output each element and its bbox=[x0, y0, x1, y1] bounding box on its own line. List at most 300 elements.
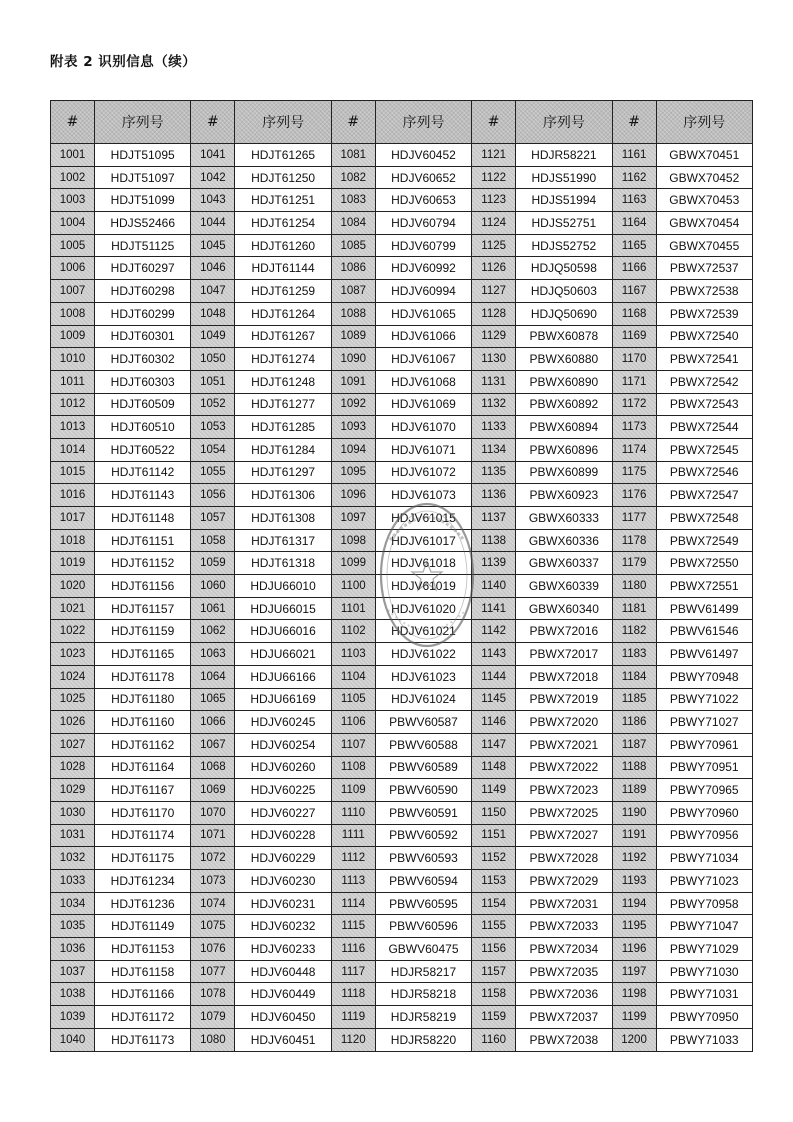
row-number-cell: 1009 bbox=[51, 325, 95, 348]
row-number-cell: 1051 bbox=[191, 370, 235, 393]
table-row bbox=[51, 507, 753, 530]
serial-number-cell: PBWX72016 bbox=[516, 620, 612, 643]
row-number-cell: 1050 bbox=[191, 348, 235, 371]
serial-number-cell: HDJT61277 bbox=[235, 393, 331, 416]
serial-number-cell: HDJT61164 bbox=[95, 756, 191, 779]
row-number-cell: 1030 bbox=[51, 801, 95, 824]
serial-number-cell: PBWX72034 bbox=[516, 938, 612, 961]
row-number-cell: 1066 bbox=[191, 711, 235, 734]
serial-number-cell: HDJT61165 bbox=[95, 643, 191, 666]
row-number-cell: 1036 bbox=[51, 938, 95, 961]
column-header-serial: 序列号 bbox=[375, 101, 471, 144]
row-number-cell: 1027 bbox=[51, 733, 95, 756]
row-number-cell: 1138 bbox=[472, 529, 516, 552]
row-number-cell: 1026 bbox=[51, 711, 95, 734]
column-header-num: # bbox=[472, 101, 516, 144]
serial-number-cell: HDJT61160 bbox=[95, 711, 191, 734]
row-number-cell: 1185 bbox=[612, 688, 656, 711]
serial-number-cell: HDJV60450 bbox=[235, 1006, 331, 1029]
row-number-cell: 1162 bbox=[612, 166, 656, 189]
row-number-cell: 1034 bbox=[51, 892, 95, 915]
serial-number-cell: PBWY70951 bbox=[656, 756, 752, 779]
row-number-cell: 1005 bbox=[51, 234, 95, 257]
row-number-cell: 1112 bbox=[331, 847, 375, 870]
row-number-cell: 1198 bbox=[612, 983, 656, 1006]
serial-number-cell: HDJT61264 bbox=[235, 302, 331, 325]
row-number-cell: 1197 bbox=[612, 960, 656, 983]
row-number-cell: 1144 bbox=[472, 665, 516, 688]
table-row bbox=[51, 438, 753, 461]
serial-number-cell: HDJT61149 bbox=[95, 915, 191, 938]
column-header-num: # bbox=[331, 101, 375, 144]
row-number-cell: 1116 bbox=[331, 938, 375, 961]
row-number-cell: 1161 bbox=[612, 144, 656, 167]
table-row bbox=[51, 1028, 753, 1051]
serial-number-cell: HDJT61274 bbox=[235, 348, 331, 371]
row-number-cell: 1191 bbox=[612, 824, 656, 847]
serial-number-cell: PBWY71022 bbox=[656, 688, 752, 711]
serial-number-cell: GBWX70455 bbox=[656, 234, 752, 257]
serial-number-cell: HDJR58218 bbox=[375, 983, 471, 1006]
serial-number-cell: PBWX72028 bbox=[516, 847, 612, 870]
row-number-cell: 1013 bbox=[51, 416, 95, 439]
row-number-cell: 1038 bbox=[51, 983, 95, 1006]
serial-number-cell: HDJU66010 bbox=[235, 575, 331, 598]
row-number-cell: 1084 bbox=[331, 212, 375, 235]
row-number-cell: 1183 bbox=[612, 643, 656, 666]
serial-number-cell: HDJT61151 bbox=[95, 529, 191, 552]
serial-number-cell: HDJT61173 bbox=[95, 1028, 191, 1051]
row-number-cell: 1130 bbox=[472, 348, 516, 371]
serial-number-cell: HDJQ50690 bbox=[516, 302, 612, 325]
row-number-cell: 1118 bbox=[331, 983, 375, 1006]
identification-table bbox=[50, 100, 753, 1052]
serial-number-cell: HDJT61156 bbox=[95, 575, 191, 598]
row-number-cell: 1097 bbox=[331, 507, 375, 530]
row-number-cell: 1123 bbox=[472, 189, 516, 212]
serial-number-cell: HDJV61068 bbox=[375, 370, 471, 393]
row-number-cell: 1063 bbox=[191, 643, 235, 666]
column-header-serial: 序列号 bbox=[516, 101, 612, 144]
serial-number-cell: PBWX72550 bbox=[656, 552, 752, 575]
serial-number-cell: PBWX60890 bbox=[516, 370, 612, 393]
row-number-cell: 1085 bbox=[331, 234, 375, 257]
row-number-cell: 1029 bbox=[51, 779, 95, 802]
serial-number-cell: HDJT61250 bbox=[235, 166, 331, 189]
row-number-cell: 1155 bbox=[472, 915, 516, 938]
serial-number-cell: PBWX72540 bbox=[656, 325, 752, 348]
row-number-cell: 1186 bbox=[612, 711, 656, 734]
serial-number-cell: HDJT61260 bbox=[235, 234, 331, 257]
serial-number-cell: PBWX72036 bbox=[516, 983, 612, 1006]
serial-number-cell: HDJU66166 bbox=[235, 665, 331, 688]
identification-table-container bbox=[50, 100, 752, 1052]
serial-number-cell: HDJV61072 bbox=[375, 461, 471, 484]
row-number-cell: 1120 bbox=[331, 1028, 375, 1051]
row-number-cell: 1135 bbox=[472, 461, 516, 484]
row-number-cell: 1104 bbox=[331, 665, 375, 688]
table-row bbox=[51, 552, 753, 575]
serial-number-cell: PBWV61546 bbox=[656, 620, 752, 643]
serial-number-cell: PBWX72551 bbox=[656, 575, 752, 598]
serial-number-cell: HDJV60230 bbox=[235, 870, 331, 893]
serial-number-cell: HDJT60510 bbox=[95, 416, 191, 439]
serial-number-cell: GBWX70453 bbox=[656, 189, 752, 212]
row-number-cell: 1016 bbox=[51, 484, 95, 507]
serial-number-cell: HDJV61021 bbox=[375, 620, 471, 643]
serial-number-cell: PBWX72537 bbox=[656, 257, 752, 280]
serial-number-cell: HDJT61251 bbox=[235, 189, 331, 212]
column-header-serial: 序列号 bbox=[656, 101, 752, 144]
serial-number-cell: HDJV60799 bbox=[375, 234, 471, 257]
row-number-cell: 1086 bbox=[331, 257, 375, 280]
row-number-cell: 1106 bbox=[331, 711, 375, 734]
serial-number-cell: HDJT61178 bbox=[95, 665, 191, 688]
serial-number-cell: HDJT61167 bbox=[95, 779, 191, 802]
serial-number-cell: HDJV60225 bbox=[235, 779, 331, 802]
row-number-cell: 1056 bbox=[191, 484, 235, 507]
serial-number-cell: PBWV61499 bbox=[656, 597, 752, 620]
serial-number-cell: HDJV60794 bbox=[375, 212, 471, 235]
serial-number-cell: HDJT61254 bbox=[235, 212, 331, 235]
serial-number-cell: HDJT61175 bbox=[95, 847, 191, 870]
serial-number-cell: PBWV60594 bbox=[375, 870, 471, 893]
serial-number-cell: HDJS51994 bbox=[516, 189, 612, 212]
column-header-serial: 序列号 bbox=[235, 101, 331, 144]
serial-number-cell: PBWX72544 bbox=[656, 416, 752, 439]
serial-number-cell: HDJT60297 bbox=[95, 257, 191, 280]
serial-number-cell: PBWY71027 bbox=[656, 711, 752, 734]
serial-number-cell: HDJV60260 bbox=[235, 756, 331, 779]
row-number-cell: 1007 bbox=[51, 280, 95, 303]
serial-number-cell: PBWX72038 bbox=[516, 1028, 612, 1051]
serial-number-cell: PBWV60588 bbox=[375, 733, 471, 756]
row-number-cell: 1065 bbox=[191, 688, 235, 711]
row-number-cell: 1069 bbox=[191, 779, 235, 802]
table-row bbox=[51, 325, 753, 348]
column-header-serial: 序列号 bbox=[95, 101, 191, 144]
row-number-cell: 1194 bbox=[612, 892, 656, 915]
serial-number-cell: PBWY70961 bbox=[656, 733, 752, 756]
serial-number-cell: PBWV60595 bbox=[375, 892, 471, 915]
serial-number-cell: HDJV60227 bbox=[235, 801, 331, 824]
row-number-cell: 1087 bbox=[331, 280, 375, 303]
row-number-cell: 1064 bbox=[191, 665, 235, 688]
serial-number-cell: HDJV60232 bbox=[235, 915, 331, 938]
serial-number-cell: PBWX72029 bbox=[516, 870, 612, 893]
serial-number-cell: HDJS52466 bbox=[95, 212, 191, 235]
serial-number-cell: PBWX72017 bbox=[516, 643, 612, 666]
serial-number-cell: HDJT61285 bbox=[235, 416, 331, 439]
serial-number-cell: HDJT61158 bbox=[95, 960, 191, 983]
row-number-cell: 1117 bbox=[331, 960, 375, 983]
table-row bbox=[51, 915, 753, 938]
row-number-cell: 1103 bbox=[331, 643, 375, 666]
table-row bbox=[51, 960, 753, 983]
serial-number-cell: HDJT60298 bbox=[95, 280, 191, 303]
row-number-cell: 1082 bbox=[331, 166, 375, 189]
serial-number-cell: HDJT61157 bbox=[95, 597, 191, 620]
row-number-cell: 1072 bbox=[191, 847, 235, 870]
serial-number-cell: HDJT61306 bbox=[235, 484, 331, 507]
row-number-cell: 1023 bbox=[51, 643, 95, 666]
row-number-cell: 1058 bbox=[191, 529, 235, 552]
row-number-cell: 1111 bbox=[331, 824, 375, 847]
table-row bbox=[51, 416, 753, 439]
serial-number-cell: HDJT60522 bbox=[95, 438, 191, 461]
row-number-cell: 1046 bbox=[191, 257, 235, 280]
row-number-cell: 1025 bbox=[51, 688, 95, 711]
row-number-cell: 1158 bbox=[472, 983, 516, 1006]
serial-number-cell: HDJR58217 bbox=[375, 960, 471, 983]
serial-number-cell: PBWX72020 bbox=[516, 711, 612, 734]
table-row bbox=[51, 779, 753, 802]
serial-number-cell: HDJT61267 bbox=[235, 325, 331, 348]
row-number-cell: 1171 bbox=[612, 370, 656, 393]
serial-number-cell: HDJV60245 bbox=[235, 711, 331, 734]
row-number-cell: 1189 bbox=[612, 779, 656, 802]
serial-number-cell: HDJT51125 bbox=[95, 234, 191, 257]
row-number-cell: 1134 bbox=[472, 438, 516, 461]
table-row bbox=[51, 212, 753, 235]
row-number-cell: 1102 bbox=[331, 620, 375, 643]
serial-number-cell: HDJV61017 bbox=[375, 529, 471, 552]
serial-number-cell: PBWX72025 bbox=[516, 801, 612, 824]
row-number-cell: 1170 bbox=[612, 348, 656, 371]
serial-number-cell: HDJT61236 bbox=[95, 892, 191, 915]
row-number-cell: 1143 bbox=[472, 643, 516, 666]
row-number-cell: 1188 bbox=[612, 756, 656, 779]
row-number-cell: 1057 bbox=[191, 507, 235, 530]
serial-number-cell: HDJT61170 bbox=[95, 801, 191, 824]
serial-number-cell: HDJV60229 bbox=[235, 847, 331, 870]
serial-number-cell: PBWX72027 bbox=[516, 824, 612, 847]
row-number-cell: 1133 bbox=[472, 416, 516, 439]
row-number-cell: 1088 bbox=[331, 302, 375, 325]
serial-number-cell: HDJV61023 bbox=[375, 665, 471, 688]
table-row bbox=[51, 892, 753, 915]
serial-number-cell: HDJV60448 bbox=[235, 960, 331, 983]
row-number-cell: 1055 bbox=[191, 461, 235, 484]
row-number-cell: 1124 bbox=[472, 212, 516, 235]
row-number-cell: 1076 bbox=[191, 938, 235, 961]
row-number-cell: 1169 bbox=[612, 325, 656, 348]
table-row bbox=[51, 847, 753, 870]
row-number-cell: 1024 bbox=[51, 665, 95, 688]
serial-number-cell: HDJV60994 bbox=[375, 280, 471, 303]
row-number-cell: 1163 bbox=[612, 189, 656, 212]
row-number-cell: 1039 bbox=[51, 1006, 95, 1029]
serial-number-cell: HDJT60509 bbox=[95, 393, 191, 416]
row-number-cell: 1083 bbox=[331, 189, 375, 212]
row-number-cell: 1180 bbox=[612, 575, 656, 598]
row-number-cell: 1131 bbox=[472, 370, 516, 393]
row-number-cell: 1193 bbox=[612, 870, 656, 893]
row-number-cell: 1165 bbox=[612, 234, 656, 257]
serial-number-cell: HDJT61153 bbox=[95, 938, 191, 961]
row-number-cell: 1150 bbox=[472, 801, 516, 824]
row-number-cell: 1108 bbox=[331, 756, 375, 779]
row-number-cell: 1028 bbox=[51, 756, 95, 779]
row-number-cell: 1074 bbox=[191, 892, 235, 915]
serial-number-cell: HDJT61317 bbox=[235, 529, 331, 552]
row-number-cell: 1107 bbox=[331, 733, 375, 756]
serial-number-cell: HDJU66169 bbox=[235, 688, 331, 711]
row-number-cell: 1001 bbox=[51, 144, 95, 167]
row-number-cell: 1019 bbox=[51, 552, 95, 575]
table-row bbox=[51, 280, 753, 303]
row-number-cell: 1105 bbox=[331, 688, 375, 711]
serial-number-cell: HDJT61143 bbox=[95, 484, 191, 507]
serial-number-cell: PBWY71030 bbox=[656, 960, 752, 983]
row-number-cell: 1090 bbox=[331, 348, 375, 371]
serial-number-cell: PBWX60899 bbox=[516, 461, 612, 484]
row-number-cell: 1054 bbox=[191, 438, 235, 461]
serial-number-cell: PBWX72538 bbox=[656, 280, 752, 303]
serial-number-cell: HDJS52752 bbox=[516, 234, 612, 257]
row-number-cell: 1164 bbox=[612, 212, 656, 235]
serial-number-cell: PBWY71034 bbox=[656, 847, 752, 870]
serial-number-cell: HDJU66016 bbox=[235, 620, 331, 643]
serial-number-cell: PBWV60589 bbox=[375, 756, 471, 779]
row-number-cell: 1012 bbox=[51, 393, 95, 416]
serial-number-cell: HDJT61144 bbox=[235, 257, 331, 280]
table-row bbox=[51, 597, 753, 620]
table-row bbox=[51, 257, 753, 280]
serial-number-cell: PBWV60593 bbox=[375, 847, 471, 870]
row-number-cell: 1077 bbox=[191, 960, 235, 983]
serial-number-cell: HDJR58221 bbox=[516, 144, 612, 167]
row-number-cell: 1115 bbox=[331, 915, 375, 938]
serial-number-cell: HDJQ50603 bbox=[516, 280, 612, 303]
row-number-cell: 1172 bbox=[612, 393, 656, 416]
row-number-cell: 1053 bbox=[191, 416, 235, 439]
column-header-num: # bbox=[191, 101, 235, 144]
serial-number-cell: PBWV60590 bbox=[375, 779, 471, 802]
serial-number-cell: HDJV60992 bbox=[375, 257, 471, 280]
table-row bbox=[51, 529, 753, 552]
serial-number-cell: HDJV61015 bbox=[375, 507, 471, 530]
serial-number-cell: GBWX60339 bbox=[516, 575, 612, 598]
serial-number-cell: PBWY71023 bbox=[656, 870, 752, 893]
row-number-cell: 1159 bbox=[472, 1006, 516, 1029]
row-number-cell: 1032 bbox=[51, 847, 95, 870]
table-row bbox=[51, 302, 753, 325]
row-number-cell: 1014 bbox=[51, 438, 95, 461]
serial-number-cell: HDJT61318 bbox=[235, 552, 331, 575]
serial-number-cell: HDJV60228 bbox=[235, 824, 331, 847]
row-number-cell: 1067 bbox=[191, 733, 235, 756]
serial-number-cell: PBWY71031 bbox=[656, 983, 752, 1006]
table-row bbox=[51, 166, 753, 189]
row-number-cell: 1156 bbox=[472, 938, 516, 961]
row-number-cell: 1168 bbox=[612, 302, 656, 325]
row-number-cell: 1121 bbox=[472, 144, 516, 167]
serial-number-cell: PBWX60878 bbox=[516, 325, 612, 348]
row-number-cell: 1017 bbox=[51, 507, 95, 530]
serial-number-cell: HDJV61065 bbox=[375, 302, 471, 325]
serial-number-cell: PBWY70965 bbox=[656, 779, 752, 802]
row-number-cell: 1113 bbox=[331, 870, 375, 893]
row-number-cell: 1141 bbox=[472, 597, 516, 620]
row-number-cell: 1040 bbox=[51, 1028, 95, 1051]
row-number-cell: 1052 bbox=[191, 393, 235, 416]
row-number-cell: 1137 bbox=[472, 507, 516, 530]
serial-number-cell: HDJT61284 bbox=[235, 438, 331, 461]
row-number-cell: 1043 bbox=[191, 189, 235, 212]
serial-number-cell: PBWY71029 bbox=[656, 938, 752, 961]
row-number-cell: 1128 bbox=[472, 302, 516, 325]
table-row bbox=[51, 801, 753, 824]
table-row bbox=[51, 461, 753, 484]
row-number-cell: 1098 bbox=[331, 529, 375, 552]
serial-number-cell: HDJT61166 bbox=[95, 983, 191, 1006]
table-row bbox=[51, 938, 753, 961]
serial-number-cell: HDJT60302 bbox=[95, 348, 191, 371]
serial-number-cell: PBWX72018 bbox=[516, 665, 612, 688]
serial-number-cell: HDJT61159 bbox=[95, 620, 191, 643]
row-number-cell: 1127 bbox=[472, 280, 516, 303]
serial-number-cell: PBWX60894 bbox=[516, 416, 612, 439]
serial-number-cell: PBWX72547 bbox=[656, 484, 752, 507]
serial-number-cell: HDJT61259 bbox=[235, 280, 331, 303]
serial-number-cell: HDJS51990 bbox=[516, 166, 612, 189]
row-number-cell: 1002 bbox=[51, 166, 95, 189]
row-number-cell: 1095 bbox=[331, 461, 375, 484]
row-number-cell: 1037 bbox=[51, 960, 95, 983]
serial-number-cell: GBWX60336 bbox=[516, 529, 612, 552]
serial-number-cell: HDJV60231 bbox=[235, 892, 331, 915]
table-row bbox=[51, 189, 753, 212]
row-number-cell: 1080 bbox=[191, 1028, 235, 1051]
serial-number-cell: PBWY71033 bbox=[656, 1028, 752, 1051]
serial-number-cell: HDJV61071 bbox=[375, 438, 471, 461]
serial-number-cell: PBWX60892 bbox=[516, 393, 612, 416]
serial-number-cell: HDJV61024 bbox=[375, 688, 471, 711]
row-number-cell: 1187 bbox=[612, 733, 656, 756]
row-number-cell: 1151 bbox=[472, 824, 516, 847]
serial-number-cell: PBWY70960 bbox=[656, 801, 752, 824]
row-number-cell: 1125 bbox=[472, 234, 516, 257]
serial-number-cell: PBWX72023 bbox=[516, 779, 612, 802]
serial-number-cell: HDJU66015 bbox=[235, 597, 331, 620]
row-number-cell: 1139 bbox=[472, 552, 516, 575]
row-number-cell: 1092 bbox=[331, 393, 375, 416]
row-number-cell: 1147 bbox=[472, 733, 516, 756]
table-body bbox=[51, 144, 753, 1052]
row-number-cell: 1148 bbox=[472, 756, 516, 779]
row-number-cell: 1075 bbox=[191, 915, 235, 938]
serial-number-cell: HDJT61180 bbox=[95, 688, 191, 711]
serial-number-cell: PBWY70948 bbox=[656, 665, 752, 688]
row-number-cell: 1070 bbox=[191, 801, 235, 824]
serial-number-cell: HDJV61070 bbox=[375, 416, 471, 439]
row-number-cell: 1184 bbox=[612, 665, 656, 688]
serial-number-cell: PBWX72031 bbox=[516, 892, 612, 915]
serial-number-cell: PBWX72539 bbox=[656, 302, 752, 325]
row-number-cell: 1041 bbox=[191, 144, 235, 167]
row-number-cell: 1114 bbox=[331, 892, 375, 915]
serial-number-cell: GBWX60333 bbox=[516, 507, 612, 530]
table-row bbox=[51, 484, 753, 507]
row-number-cell: 1094 bbox=[331, 438, 375, 461]
row-number-cell: 1199 bbox=[612, 1006, 656, 1029]
serial-number-cell: GBWX70452 bbox=[656, 166, 752, 189]
serial-number-cell: PBWX72548 bbox=[656, 507, 752, 530]
row-number-cell: 1061 bbox=[191, 597, 235, 620]
row-number-cell: 1081 bbox=[331, 144, 375, 167]
column-header-num: # bbox=[51, 101, 95, 144]
